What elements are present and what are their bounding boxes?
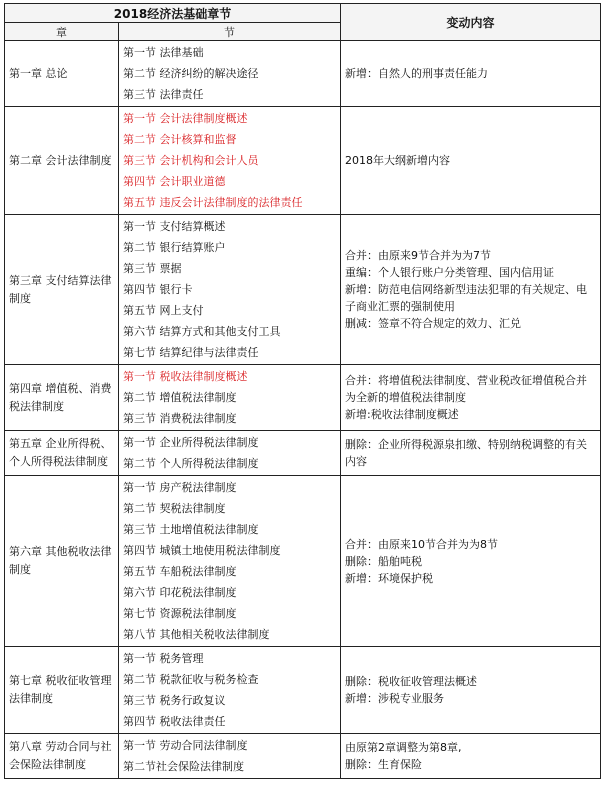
chapter-name: 第七章 税收征收管理法律制度 xyxy=(5,647,119,734)
header-row xyxy=(5,4,601,23)
chapter-name: 第八章 劳动合同与社会保险法律制度 xyxy=(5,734,119,779)
change-line: 重编：个人银行账户分类管理、国内信用证 xyxy=(345,266,554,279)
chapter-row xyxy=(5,107,601,215)
section-list xyxy=(119,107,341,215)
section-item: 第七节 结算纪律与法律责任 xyxy=(123,346,259,359)
section-item: 第三节 票据 xyxy=(123,262,182,275)
change-line: 删除：企业所得税源泉扣缴、特别纳税调整的有关内容 xyxy=(345,438,587,468)
chapter-name: 第四章 增值税、消费税法律制度 xyxy=(5,365,119,431)
section-item: 第三节 会计机构和会计人员 xyxy=(123,154,259,167)
section-item: 第二节 会计核算和监督 xyxy=(123,133,237,146)
section-item: 第四节 城镇土地使用税法律制度 xyxy=(123,544,281,557)
section-item: 第五节 车船税法律制度 xyxy=(123,565,237,578)
change-line: 新增：自然人的刑事责任能力 xyxy=(345,67,488,80)
chapter-row xyxy=(5,734,601,779)
section-item: 第一节 房产税法律制度 xyxy=(123,481,237,494)
section-item: 第六节 结算方式和其他支付工具 xyxy=(123,325,281,338)
chapter-row xyxy=(5,215,601,365)
change-line: 删减：签章不符合规定的效力、汇兑 xyxy=(345,317,521,330)
section-item: 第三节 税务行政复议 xyxy=(123,694,226,707)
section-item: 第四节 会计职业道德 xyxy=(123,175,226,188)
change-line: 删除：生育保险 xyxy=(345,758,422,771)
section-item: 第五节 网上支付 xyxy=(123,304,204,317)
section-item: 第四节 税收法律责任 xyxy=(123,715,226,728)
chapter-name: 第五章 企业所得税、个人所得税法律制度 xyxy=(5,431,119,476)
section-list xyxy=(119,734,341,779)
section-item: 第二节 税款征收与税务检查 xyxy=(123,673,259,686)
change-line: 新增：环境保护税 xyxy=(345,571,433,585)
table-title: 2018经济法基础章节 xyxy=(5,4,341,23)
section-item: 第一节 劳动合同法律制度 xyxy=(123,739,248,752)
change-line: 新增：涉税专业服务 xyxy=(345,692,444,705)
change-line: 删除：税收征收管理法概述 xyxy=(345,675,477,688)
change-content xyxy=(341,215,601,365)
change-line: 合并：将增值税法律制度、营业税改征增值税合并为全新的增值税法律制度 xyxy=(345,374,587,404)
section-list xyxy=(119,431,341,476)
chapter-row xyxy=(5,647,601,734)
section-item: 第一节 法律基础 xyxy=(123,46,204,59)
section-item: 第八节 其他相关税收法律制度 xyxy=(123,628,270,641)
section-item: 第二节 个人所得税法律制度 xyxy=(123,457,259,470)
section-list xyxy=(119,215,341,365)
section-column-header: 节 xyxy=(119,23,341,41)
change-line: 合并：由原来9节合并为为7节 xyxy=(345,249,491,262)
chapter-name: 第六章 其他税收法律制度 xyxy=(5,476,119,647)
section-item: 第三节 法律责任 xyxy=(123,88,204,101)
changes-column-header: 变动内容 xyxy=(341,4,601,41)
change-line: 删除：船舶吨税 xyxy=(345,554,422,568)
section-item: 第二节 经济纠纷的解决途径 xyxy=(123,67,259,80)
section-item: 第七节 资源税法律制度 xyxy=(123,607,237,620)
change-content xyxy=(341,365,601,431)
section-item: 第一节 税务管理 xyxy=(123,652,204,665)
section-item: 第一节 企业所得税法律制度 xyxy=(123,436,259,449)
section-item: 第三节 消费税法律制度 xyxy=(123,412,237,425)
section-item: 第六节 印花税法律制度 xyxy=(123,586,237,599)
change-line: 由原第2章调整为第8章, xyxy=(345,741,462,754)
chapter-row xyxy=(5,431,601,476)
chapter-row xyxy=(5,365,601,431)
chapter-row xyxy=(5,476,601,647)
section-item: 第五节 违反会计法律制度的法律责任 xyxy=(123,196,303,209)
change-line: 新增:税收法律制度概述 xyxy=(345,408,459,421)
section-item: 第二节 契税法律制度 xyxy=(123,502,226,515)
section-item: 第三节 土地增值税法律制度 xyxy=(123,523,259,536)
section-item: 第二节 增值税法律制度 xyxy=(123,391,237,404)
chapter-name: 第三章 支付结算法律制度 xyxy=(5,215,119,365)
section-list xyxy=(119,41,341,107)
section-item: 第一节 税收法律制度概述 xyxy=(123,370,248,383)
chapter-name: 第一章 总论 xyxy=(5,41,119,107)
section-list xyxy=(119,647,341,734)
section-list xyxy=(119,476,341,647)
table-body xyxy=(5,4,601,779)
chapter-row xyxy=(5,41,601,107)
change-content xyxy=(341,647,601,734)
chapter-column-header: 章 xyxy=(5,23,119,41)
change-content xyxy=(341,431,601,476)
section-list xyxy=(119,365,341,431)
chapter-changes-table xyxy=(4,3,601,779)
change-content xyxy=(341,734,601,779)
section-item: 第一节 支付结算概述 xyxy=(123,220,226,233)
change-line: 2018年大纲新增内容 xyxy=(345,154,450,167)
change-line: 合并：由原来10节合并为为8节 xyxy=(345,537,498,551)
section-item: 第二节社会保险法律制度 xyxy=(123,760,244,773)
section-item: 第一节 会计法律制度概述 xyxy=(123,112,248,125)
change-line: 新增：防范电信网络新型违法犯罪的有关规定、电子商业汇票的强制使用 xyxy=(345,283,587,313)
chapter-name: 第二章 会计法律制度 xyxy=(5,107,119,215)
section-item: 第四节 银行卡 xyxy=(123,283,193,296)
change-content xyxy=(341,107,601,215)
change-content xyxy=(341,476,601,647)
section-item: 第二节 银行结算账户 xyxy=(123,241,226,254)
change-content xyxy=(341,41,601,107)
